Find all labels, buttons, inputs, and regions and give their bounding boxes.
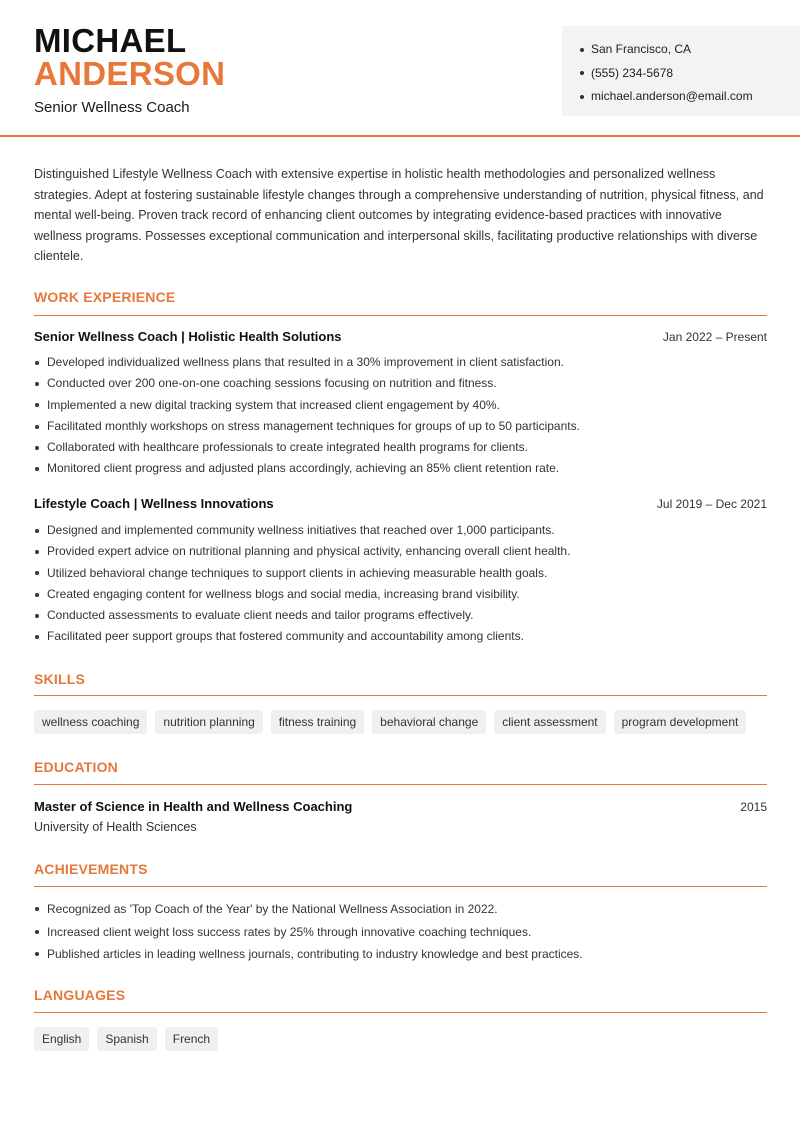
- list-item: Facilitated monthly workshops on stress management techniques for groups of up to 50 participants.: [34, 416, 767, 437]
- list-item: Increased client weight loss success rates by 25% through innovative coaching techniques.: [34, 921, 767, 944]
- languages-list: [34, 1027, 218, 1051]
- contact-phone: (555) 234-5678: [580, 62, 800, 86]
- skill-tag: client assessment: [494, 710, 605, 734]
- list-item: Conducted over 200 one-on-one coaching sessions focusing on nutrition and fitness.: [34, 373, 767, 394]
- bullet-icon: [35, 930, 39, 934]
- list-item: Published articles in leading wellness journals, contributing to industry knowledge and best practices.: [34, 943, 767, 966]
- bullet-icon: [35, 382, 39, 386]
- section-title-skills: SKILLS: [34, 671, 85, 687]
- graduation-year: 2015: [740, 799, 767, 814]
- bullet-icon: [35, 571, 39, 575]
- skill-tag: nutrition planning: [155, 710, 262, 734]
- achievements-list: [34, 898, 767, 966]
- job-bullets: [34, 520, 767, 648]
- list-item: Utilized behavioral change techniques to support clients in achieving measurable health goals.: [34, 563, 767, 584]
- job-role: Senior Wellness Coach | Holistic Health Solutions: [34, 329, 342, 344]
- bullet-icon: [35, 403, 39, 407]
- skill-tag: wellness coaching: [34, 710, 147, 734]
- contact-location: San Francisco, CA: [580, 38, 800, 62]
- section-divider: [34, 315, 767, 316]
- contact-email: michael.anderson@email.com: [580, 85, 800, 109]
- section-title-work: WORK EXPERIENCE: [34, 289, 176, 305]
- bullet-icon: [35, 446, 39, 450]
- last-name: ANDERSON: [34, 55, 226, 92]
- job-header: [34, 496, 767, 511]
- section-divider: [34, 886, 767, 887]
- skill-tag: behavioral change: [372, 710, 486, 734]
- bullet-icon: [35, 425, 39, 429]
- section-title-languages: LANGUAGES: [34, 987, 126, 1003]
- list-item: Developed individualized wellness plans that resulted in a 30% improvement in client satisfaction.: [34, 352, 767, 373]
- education-header: [34, 799, 767, 814]
- bullet-icon: [35, 550, 39, 554]
- skill-tag: fitness training: [271, 710, 364, 734]
- job-dates: Jul 2019 – Dec 2021: [656, 496, 767, 511]
- section-title-achievements: ACHIEVEMENTS: [34, 861, 148, 877]
- list-item: Recognized as 'Top Coach of the Year' by the National Wellness Association in 2022.: [34, 898, 767, 921]
- section-divider: [34, 695, 767, 696]
- list-item: Designed and implemented community wellness initiatives that reached over 1,000 participants.: [34, 520, 767, 541]
- section-title-education: EDUCATION: [34, 759, 118, 775]
- skills-list: [34, 710, 746, 734]
- bullet-icon: [35, 614, 39, 618]
- list-item: Provided expert advice on nutritional planning and physical activity, enhancing overall client health.: [34, 541, 767, 562]
- list-item: Created engaging content for wellness blogs and social media, increasing brand visibility.: [34, 584, 767, 605]
- bullet-icon: [35, 593, 39, 597]
- job-role: Lifestyle Coach | Wellness Innovations: [34, 496, 274, 511]
- bullet-icon: [35, 907, 39, 911]
- bullet-icon: [580, 95, 584, 99]
- bullet-icon: [35, 361, 39, 365]
- bullet-icon: [35, 467, 39, 471]
- skill-tag: program development: [614, 710, 747, 734]
- bullet-icon: [35, 529, 39, 533]
- language-tag: French: [165, 1027, 218, 1051]
- bullet-icon: [35, 635, 39, 639]
- list-item: Conducted assessments to evaluate client needs and tailor programs effectively.: [34, 605, 767, 626]
- school: University of Health Sciences: [34, 820, 197, 834]
- job-header: [34, 329, 767, 344]
- resume-header: [0, 0, 800, 137]
- section-divider: [34, 784, 767, 785]
- contact-box: [562, 26, 800, 116]
- job-dates: Jan 2022 – Present: [662, 329, 767, 344]
- job-title: Senior Wellness Coach: [34, 99, 190, 116]
- list-item: Monitored client progress and adjusted plans accordingly, achieving an 85% client retention rate.: [34, 458, 767, 479]
- language-tag: English: [34, 1027, 89, 1051]
- language-tag: Spanish: [97, 1027, 156, 1051]
- bullet-icon: [580, 71, 584, 75]
- degree: Master of Science in Health and Wellness Coaching: [34, 799, 353, 814]
- bullet-icon: [580, 48, 584, 52]
- first-name: MICHAEL: [34, 22, 187, 59]
- list-item: Implemented a new digital tracking system that increased client engagement by 40%.: [34, 395, 767, 416]
- list-item: Facilitated peer support groups that fostered community and accountability among clients.: [34, 626, 767, 647]
- section-divider: [34, 1012, 767, 1013]
- summary: Distinguished Lifestyle Wellness Coach with extensive expertise in holistic health methodologies and personalized wellness strategies. Adept at fostering sustainable lifestyle changes through a comprehensive understanding of nutrition, physical fitness, and mental well-being. Proven track record of enhancing client outcomes by integrating evidence-based practices with innovative wellness programs. Possesses exceptional communication and interpersonal skills, facilitating productive relationships with diverse clientele.: [34, 167, 764, 263]
- job-bullets: [34, 352, 767, 480]
- list-item: Collaborated with healthcare professionals to create integrated health programs for clients.: [34, 437, 767, 458]
- bullet-icon: [35, 952, 39, 956]
